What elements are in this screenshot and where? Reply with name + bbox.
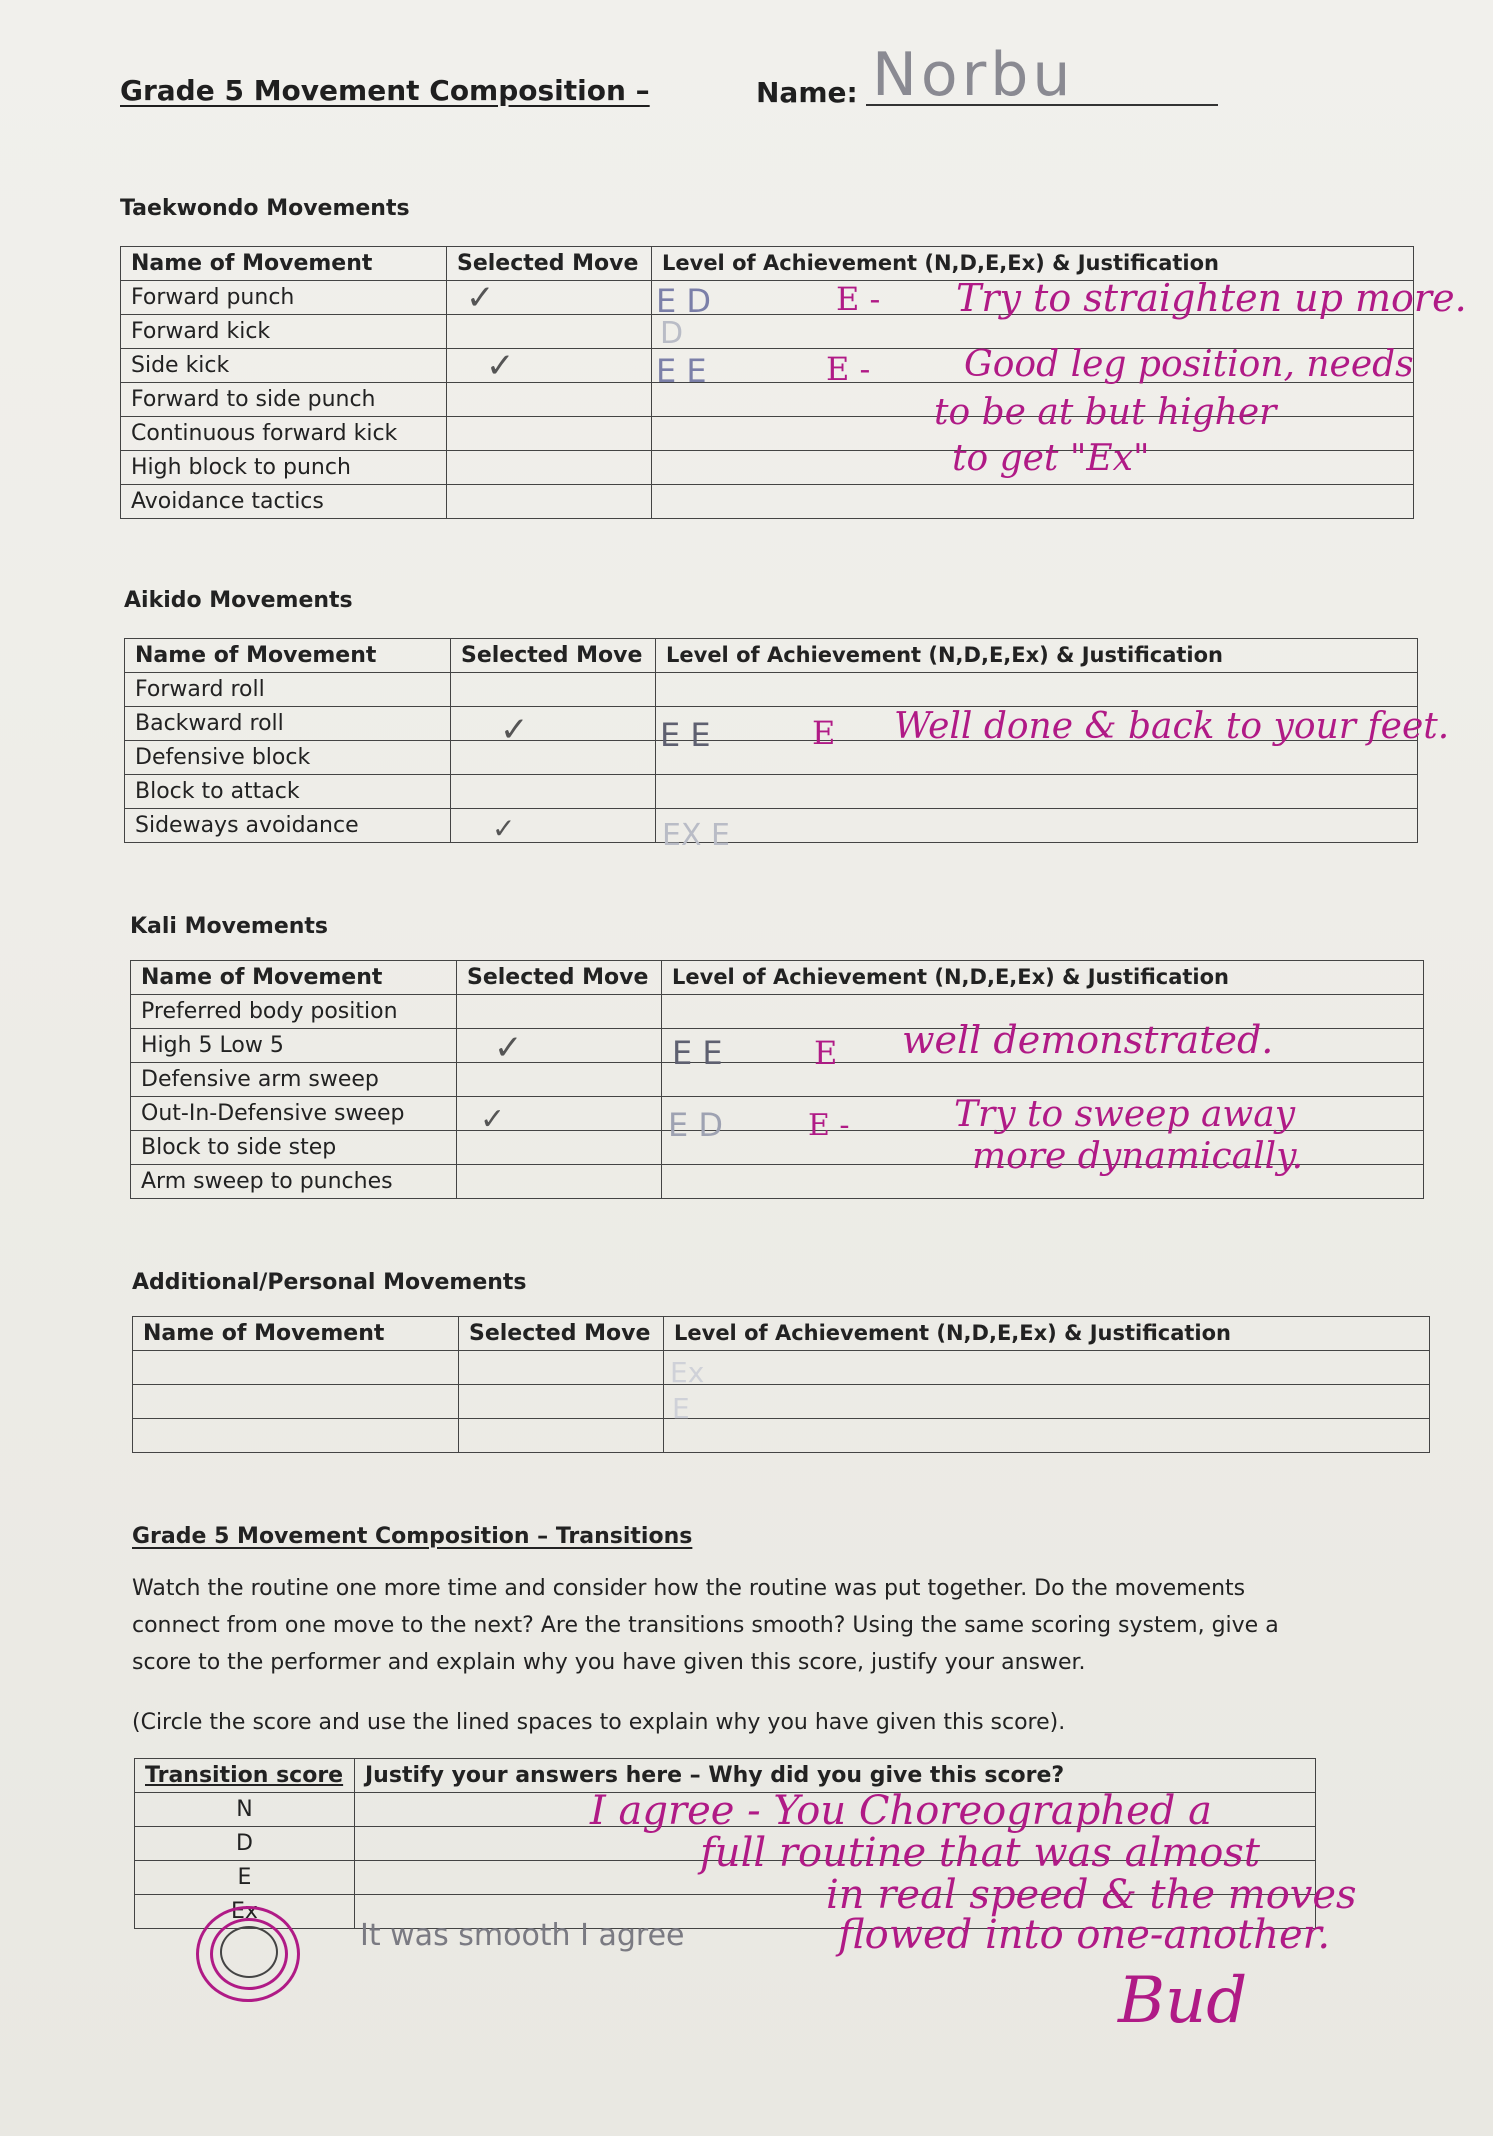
movement-name[interactable] (133, 1351, 459, 1385)
movement-name: Side kick (121, 349, 447, 383)
score-option-ex[interactable]: Ex (135, 1895, 355, 1929)
level-cell[interactable] (656, 809, 1418, 843)
checkmark-icon: ✓ (494, 1028, 523, 1068)
level-cell[interactable] (662, 1063, 1424, 1097)
checkmark-icon: ✓ (492, 812, 516, 845)
teacher-comment: Good leg position, needs (964, 344, 1414, 385)
movement-name: Backward roll (125, 707, 451, 741)
taekwondo-heading: Taekwondo Movements (120, 196, 410, 221)
teacher-comment: well demonstrated. (902, 1018, 1274, 1062)
teacher-signature: Bud (1118, 1964, 1248, 2038)
pencil-grades: E E (672, 1034, 723, 1072)
selected-cell[interactable] (447, 485, 652, 519)
checkmark-icon: ✓ (500, 710, 529, 750)
selected-cell[interactable] (459, 1385, 664, 1419)
selected-cell[interactable] (447, 383, 652, 417)
col-selected-move: Selected Move (459, 1317, 664, 1351)
table-row (131, 1063, 1424, 1097)
movement-name[interactable] (133, 1419, 459, 1453)
student-name: Norbu (872, 40, 1075, 110)
selected-cell[interactable] (451, 673, 656, 707)
pencil-faint-grades: EX E (662, 818, 730, 853)
level-cell[interactable] (652, 485, 1414, 519)
movement-name: Avoidance tactics (121, 485, 447, 519)
selected-cell[interactable] (447, 417, 652, 451)
movement-name: High block to punch (121, 451, 447, 485)
movement-name: Defensive arm sweep (131, 1063, 457, 1097)
checkmark-icon: ✓ (480, 1102, 506, 1137)
score-option-d[interactable]: D (135, 1827, 355, 1861)
movement-name: Defensive block (125, 741, 451, 775)
selected-cell[interactable] (459, 1419, 664, 1453)
movement-name: Forward roll (125, 673, 451, 707)
teacher-comment: Try to sweep away (954, 1094, 1296, 1135)
table-header (133, 1317, 1430, 1351)
teacher-comment: full routine that was almost (700, 1830, 1260, 1876)
transitions-instructions: Watch the routine one more time and consider how the routine was put together. Do the movements connect from one move to the next? Are the transitions smooth? Using the same scoring system, give a score to the performer and explain why you have given this score, justify your answer. (132, 1576, 1279, 1675)
movement-name: Forward punch (121, 281, 447, 315)
teacher-final-grade: E (814, 1034, 838, 1072)
movement-name: Block to attack (125, 775, 451, 809)
level-cell[interactable] (664, 1351, 1430, 1385)
teacher-comment: flowed into one-another. (838, 1912, 1331, 1958)
pencil-faint-grade: D (660, 316, 684, 351)
teacher-comment: more dynamically. (972, 1136, 1304, 1177)
pencil-grades: E E (660, 716, 711, 754)
teacher-comment: to get "Ex" (952, 438, 1150, 479)
movement-name: Out-In-Defensive sweep (131, 1097, 457, 1131)
teacher-comment: Well done & back to your feet. (894, 706, 1450, 747)
score-option-e[interactable]: E (135, 1861, 355, 1895)
checkmark-icon: ✓ (486, 346, 515, 386)
level-cell[interactable] (664, 1419, 1430, 1453)
selected-cell[interactable] (451, 809, 656, 843)
level-cell[interactable] (656, 673, 1418, 707)
level-cell[interactable] (664, 1385, 1430, 1419)
teacher-comment: Try to straighten up more. (956, 276, 1467, 320)
col-transition-score: Transition score (135, 1759, 355, 1793)
student-pencil-note: It was smooth I agree (360, 1918, 685, 1953)
movement-name: Forward to side punch (121, 383, 447, 417)
score-option-n[interactable]: N (135, 1793, 355, 1827)
score-circle-student (220, 1926, 278, 1978)
selected-cell[interactable] (451, 741, 656, 775)
col-name-of-movement: Name of Movement (121, 247, 447, 281)
movement-name[interactable] (133, 1385, 459, 1419)
teacher-final-grade: E - (826, 350, 871, 388)
table-row (133, 1351, 1430, 1385)
selected-cell[interactable] (447, 315, 652, 349)
table-row (121, 485, 1414, 519)
movement-name: Arm sweep to punches (131, 1165, 457, 1199)
page-title: Grade 5 Movement Composition – (120, 74, 650, 107)
teacher-final-grade: E (812, 714, 836, 752)
transitions-circle-note: (Circle the score and use the lined spaces to explain why you have given this score). (132, 1710, 1066, 1735)
col-justify: Justify your answers here – Why did you give this score? (355, 1759, 1316, 1793)
movement-name: Forward kick (121, 315, 447, 349)
table-row (133, 1385, 1430, 1419)
pencil-faint-grade: E (672, 1392, 690, 1425)
movement-name: Sideways avoidance (125, 809, 451, 843)
table-row (121, 451, 1414, 485)
col-name-of-movement: Name of Movement (125, 639, 451, 673)
col-level-of-achievement: Level of Achievement (N,D,E,Ex) & Justification (652, 247, 1414, 281)
kali-heading: Kali Movements (130, 914, 329, 939)
pencil-grades: E D (668, 1106, 724, 1144)
col-name-of-movement: Name of Movement (133, 1317, 459, 1351)
table-header (125, 639, 1418, 673)
teacher-final-grade: E - (836, 280, 881, 318)
selected-cell[interactable] (447, 349, 652, 383)
selected-cell[interactable] (457, 1165, 662, 1199)
additional-table (132, 1316, 1430, 1453)
teacher-comment: to be at but higher (934, 392, 1277, 433)
pencil-grades: E E (656, 352, 707, 390)
table-row (125, 673, 1418, 707)
pencil-grades: E D (656, 282, 712, 320)
table-row (125, 809, 1418, 843)
selected-cell[interactable] (457, 1029, 662, 1063)
movement-name: Preferred body position (131, 995, 457, 1029)
col-selected-move: Selected Move (457, 961, 662, 995)
selected-cell[interactable] (451, 775, 656, 809)
selected-cell[interactable] (457, 995, 662, 1029)
selected-cell[interactable] (457, 1063, 662, 1097)
level-cell[interactable] (656, 775, 1418, 809)
additional-heading: Additional/Personal Movements (132, 1270, 527, 1295)
name-label: Name: (756, 76, 858, 109)
table-row (125, 775, 1418, 809)
teacher-comment: I agree - You Choreographed a (590, 1788, 1212, 1834)
col-selected-move: Selected Move (447, 247, 652, 281)
col-name-of-movement: Name of Movement (131, 961, 457, 995)
movement-name: Continuous forward kick (121, 417, 447, 451)
selected-cell[interactable] (459, 1351, 664, 1385)
table-header (131, 961, 1424, 995)
selected-cell[interactable] (447, 451, 652, 485)
movement-name: Block to side step (131, 1131, 457, 1165)
col-level-of-achievement: Level of Achievement (N,D,E,Ex) & Justification (662, 961, 1424, 995)
teacher-final-grade: E - (808, 1108, 850, 1143)
col-level-of-achievement: Level of Achievement (N,D,E,Ex) & Justification (664, 1317, 1430, 1351)
selected-cell[interactable] (451, 707, 656, 741)
movement-name: High 5 Low 5 (131, 1029, 457, 1063)
transitions-heading: Grade 5 Movement Composition – Transitions (132, 1524, 693, 1549)
checkmark-icon: ✓ (466, 278, 495, 318)
pencil-faint-grade: Ex (670, 1356, 705, 1389)
col-level-of-achievement: Level of Achievement (N,D,E,Ex) & Justification (656, 639, 1418, 673)
teacher-comment: in real speed & the moves (826, 1872, 1357, 1918)
aikido-heading: Aikido Movements (124, 588, 353, 613)
col-selected-move: Selected Move (451, 639, 656, 673)
table-row (133, 1419, 1430, 1453)
